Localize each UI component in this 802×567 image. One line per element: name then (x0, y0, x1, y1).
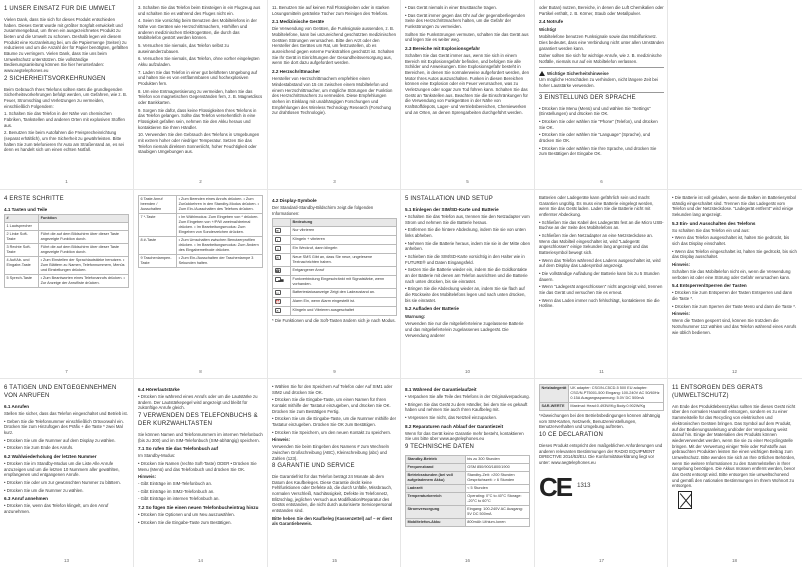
table-cell: GSM 850/900/1800/1900 (465, 464, 529, 472)
page-14 (134, 379, 267, 567)
list-item: • Wenn das Laden immer noch fehlschlägt, kontaktieren Sie die Hotline. (539, 297, 660, 309)
warning-icon (539, 71, 545, 76)
table-cell: bis zu 300 Stunden (465, 456, 529, 464)
specs-table (405, 455, 530, 527)
list-item: • Wählen Sie für den Speichern Auf Telefon oder Auf SIM1 oder SIM2 und drücken Sie OK. (272, 384, 393, 395)
table-header: Bedeutung (291, 219, 397, 227)
list-item: • Drücken Sie um die Eingabe-Taste, um die Nummer mithilfe der Tastatur einzugeben. Drücken Sie OK zum Bestätigen. (272, 416, 397, 428)
list-item: • Drücken Sie die Eingabe-Taste, um einen Namen für Ihren Kontakt mithilfe der Tastatur einzugeben, und drücken Sie OK. Drücken Sie zum Bestätigen Fertig. (272, 397, 391, 414)
page-1 (0, 0, 133, 189)
table-cell: Betriebsstunden (bei voll aufgeladenem Akku) (406, 472, 466, 485)
paragraph: Schalten Sie das Gerät immer aus, wenn Sie sich in einem Bereich mit Explosionsgefahr befinden, und befolgen Sie alle Schilder und Anweisungen. Eine Explosionsgefahr besteht in Bereichen, in denen Sie normalerweise aufgefordert werden, den Motor Ihres Autos auszuschalten. Funken in diesen Bereichen können eine Explosion oder ein Feuer verursachen, was zu Verletzungen oder sogar zum Tod führen kann. Schalten Sie das Gerät an Tankstellen aus. Beachten Sie die Einschränkungen für die Verwendung von Funkgeräten in der Nähe von Kraftstoffdepots, Lager- und Vertriebsbereichen, Chemiewerken und an Orten, an denen Sprengarbeiten durchgeführt werden. (405, 53, 529, 115)
list-item: • Drücken Sie Namen (rechte Soft-Taste) ODER • Drücken Sie Menu (Menü) und das Telefonbuch und drücken Sie OK. (138, 460, 257, 472)
list-item: • Drücken Sie oder wählen Sie "Language" (Sprache), und drücken Sie OK. (539, 132, 651, 143)
subsection-heading: 2.3 Bereiche mit Explosionsgefahr (405, 46, 481, 52)
table-cell: • Zum Einstellen der Sprachlautstärke benutzen. • Zum Blättern zu Namen, Telefonnummern, Menüs und Einstellungen drücken. (39, 256, 129, 274)
subsection-heading: 5.1 Einlegen der SIM/SD-Karte und Batterie (405, 206, 499, 212)
table-cell: 4 Auf/Ab- und Eingabe-Taste (5, 256, 39, 274)
table-cell: Ladezeit (406, 485, 466, 493)
page-number: 12 (731, 369, 737, 375)
table-cell: Funkverbindung Eingeschränkt mit Signalstärke, wenn vorhanden. (291, 276, 397, 289)
section-heading: 7 VERWENDEN DES TELEFONBUCHS & DER KURZWAHLTASTEN (138, 413, 258, 427)
page-11 (535, 190, 668, 379)
note-label: Hinweis: (672, 262, 691, 268)
note-label: Hinweis: (272, 437, 291, 443)
table-cell: Mobiltelefon-Akku (406, 519, 466, 527)
subsection-heading: 6.2 Wahlwiederholung der letzten Nummer (4, 453, 97, 459)
list-item: • Entfernen Sie die hintere Abdeckung, indem Sie sie von unten links abheben. (405, 227, 526, 238)
note-label: Hinweis: (138, 474, 157, 480)
list-item: • Vergessen Sie nicht, das Netzteil einzupacken. (405, 415, 498, 421)
table-cell: Führt die auf dem Bildschirm über dieser Taste angezeigte Funktion durch. (39, 243, 129, 256)
paragraph: Beim Gebrauch Ihres Telefons sollten stets die grundlegenden Sicherheitsvorkehrungen befolgt werden, um Gefahren, wie z. B. Feuer, Stromschlag und Verletzungen zu vermeiden, einschließlich Folgendem: (4, 86, 128, 109)
page-9 (268, 190, 401, 379)
list-item: • Drücken Sie oder wählen Sie Ihre Sprache, und drücken Sie zum Bestätigen der Eingabe OK. (539, 145, 657, 157)
notified-body-number: 1313 (577, 482, 591, 489)
note-label: Hinweis: (672, 311, 691, 317)
page-12 (668, 190, 801, 379)
page-number: 13 (63, 558, 69, 564)
paragraph: Stellen Sie sicher, dass das Telefon eingeschaltet und Betrieb ist. (4, 410, 128, 416)
warning-title: Wichtige Sicherheitshinweise (547, 70, 609, 76)
table-cell: Eingang: 100-240V AC Ausgang: 5V DC 500mA (465, 506, 529, 519)
table-cell: Frequenzband (406, 464, 466, 472)
paragraph: Bitte heben Sie den Kaufbeleg (Kassenzettel) auf – er dient als Garantiebeweis. (272, 515, 393, 527)
list-item: • Drücken Sie Speichern, um den neuen Kontakt zu speichern. (272, 429, 392, 435)
list-item: • Nehmen Sie die Batterie heraus, indem Sie sie in der Mitte oben anheben. (405, 240, 530, 252)
list-item: - Gibt Einträge im SIM2-Telefonbuch an. (138, 488, 215, 494)
list-item: • Drücken Sie Menu (Menü) und und wählen Sie "Settings" (Einstellungen) und drücken Sie OK. (539, 105, 651, 117)
page-number: 16 (464, 558, 470, 564)
subsection-heading: 6.3 Anruf annehmen (4, 496, 48, 502)
alarm-icon: ⏰ (275, 300, 280, 305)
ce-mark-icon: CE (539, 471, 572, 502)
list-item: • Bringen Sie das Gerät zu dem Händler, bei dem Sie es gekauft haben und nehmen Sie auch Ihren Kaufbeleg mit. (405, 401, 528, 413)
table-cell: Maximal: Head:0.493W/Kg Body:0.902W/Kg (568, 403, 663, 411)
battery-icon: ▭ (275, 291, 280, 296)
page-2 (134, 0, 267, 189)
paragraph: oder Butan) nutzen, Bereiche, in denen die Luft Chemikalien oder Partikel enthält, z. B. Körner, Staub oder Metallpulver. (539, 5, 664, 16)
page-number: 11 (599, 369, 604, 375)
page-18 (668, 379, 801, 567)
page-10 (401, 190, 534, 379)
list-item: - Gibt Einträge im internen Telefonbuch an. (138, 496, 220, 502)
table-cell: Netzladegerät (540, 385, 569, 403)
ring-vibrate-icon: ♪ (275, 237, 281, 242)
table-cell: Klingeln + vibrieren (291, 236, 397, 245)
subsection-heading: 5.3 Ein- und Ausschalten des Telefons (672, 220, 756, 226)
list-item: • Das Gerät immer gegen das Ohr auf der gegenüberliegenden Seite des Herzschrittmachers halten, um die Gefahr der Funkstörungen zu vermeiden. (405, 12, 525, 30)
paragraph: Am Ende des Produktlebenszyklus sollten Sie dieses Gerät nicht über den normalen Hausmüll entsorgen, sondern es zu einer Sammelstelle für das Recycling von elektrischen und elektronischen Geräten bringen. Das Symbol auf dem Produkt, auf der Bedienungsanleitung und/oder der Verpackung weist darauf hin. Einige der Materialien des Produkts können wiederverwendet werden, wenn Sie sie zu einer Recyclingstelle bringen. Mit der Verwertung einiger Teile oder Rohstoffe aus gebrauchten Produkten leisten Sie einen wichtigen Beitrag zum Umweltschutz. Bitte wenden Sie sich an Ihre örtlichen Behörden, wenn Sie weitere Informationen zu den Sammelstellen in Ihrer Umgebung benötigen. Die Akkus müssen entfernt werden, bevor das Gerät entsorgt wird. Bitte entsorgen Sie umweltschonend und gemäß den nationalen Bestimmungen im Ihrem Wohnort zu entsorgen. (672, 403, 796, 489)
page-number: 6 (600, 179, 603, 185)
signal-icon: ▁▃▅ (275, 278, 284, 283)
paragraph: Die Verwendung von Geräten, die Funksignale aussenden, z. B. Mobiltelefone, kann bei unzureichend geschützten medizinischen Geräten Störungen verursachen. Bitte den Arzt oder den Hersteller des Gerätes um Rat, um festzustellen, ob es ausreichend gegen externe Funkstrahlen geschützt ist. Schalten Sie Ihr Gerät in Einrichtungen der Gesundheitsversorgung aus, wenn Sie dort dazu aufgefordert werden. (272, 26, 396, 66)
footnote: * Die Funktionen und die Soft-Tasten ändern sich je nach Modus. (272, 318, 396, 324)
list-item: • Schieben Sie die SIM/SD-Karte vorsichtig in den Halter wie in FUTURE® und Daten Eingangsfeld. (405, 254, 525, 265)
paragraph: Wenn für das Gerät keine Garantie mehr besteht, kontaktieren Sie uns bitte über www.aegtelephones.eu (405, 430, 524, 442)
table-cell: 6 Taste Anruf beenden / Ausschalten (139, 196, 177, 214)
icons-table (272, 218, 397, 316)
list-item: • Die Batterie ist voll geladen, wenn die Balken im Batteriesymbol ständig eingeschaltet sind. Trennen Sie das Ladegerät vom Telefon und der Netzsteckdose. "Ladegerät entfernt" wird einige Sekunden lang angezeigt. (672, 195, 797, 218)
list-item: 3. Schalten Sie das Telefon beim Einsteigen in ein Flugzeug aus und schalten Sie es während des Fluges nicht ein. (138, 5, 261, 16)
list-item: • Wenn das Telefon während des Ladens ausgeschaltet ist, wird auf dem Display das Ladesymbol angezeigt. (539, 257, 661, 269)
paragraph: Schalten Sie das Mobiltelefon nicht ein, wenn die Verwendung verboten ist oder eine Störung oder Gefahr verursachen kann. (672, 268, 791, 280)
page-number: 5 (466, 179, 469, 185)
list-item: • Drücken Sie oder um zur gewünschten Nummer zu blättern. (4, 479, 121, 485)
table-cell: Neue SMS Gibt an, dass Sie neue, ungelesene Textnachrichten haben. (291, 254, 397, 267)
paragraph: Verwenden Sie beim Eingeben des Namens # zum Wechseln zwischen Großschreibung (ABC), Kleinschreibung (abc) und Zahlen (123). (272, 444, 389, 461)
section-heading: 6 TÄTIGEN UND ENTGEGENNEHMEN VON ANRUFEN (4, 385, 117, 399)
page-3b (401, 0, 534, 189)
page-8 (134, 190, 267, 379)
warning-text: Um mögliche Hörschäden zu verhindern, nicht längere Zeit bei hoher Lautstärke verwenden. (539, 77, 658, 89)
warning-box (539, 67, 664, 93)
table-header: Funktion (39, 214, 129, 222)
list-item: • Schließen Sie den Netzadapter an eine Netzsteckdose an. Wenn das Mobilteil eingeschaltet ist, wird "Ladegerät angeschlossen" einige Sekunden lang angezeigt und das Batteriesymbol bewegt sich. (539, 233, 654, 256)
table-cell: • Im Wählmodus: Zum Eingeben von * drücken. Zum Eingeben von +/P/W zweimal/dreimal drücken. • Im Bearbeitungsmodus: Zum Eingeben von Sonderzeichen drücken. (177, 214, 263, 237)
page-number: 17 (598, 558, 604, 564)
page-number: 2 (199, 179, 202, 185)
section-heading: 4 ERSTE SCHRITTE (4, 196, 64, 202)
page-3 (268, 0, 401, 189)
table-cell: 7 *-Taste (139, 214, 177, 237)
table-cell: Standby-Zeit: >200 Stunden Gesprächszeit: > 6 Stunden (465, 472, 529, 485)
table-cell: 8 #-Taste (139, 237, 177, 255)
page-number: 18 (731, 558, 737, 564)
footnote: *Abweichungen bei den Betriebsbedingungen können abhängig vom SIM-Karten, Netzwerk, Benutzereinstellungen, Benutzerverhalten und Umgebung auftreten. (539, 413, 661, 430)
page-number: 7 (65, 369, 68, 375)
section-heading: 3 EINSTELLUNG DER SPRACHE (539, 94, 636, 101)
list-item: • Drücken Sie, wenn das Telefon klingelt, um den Anruf anzunehmen. (4, 503, 109, 515)
list-item: 8. Um eine Entmagnetisierung zu vermeiden, halten Sie das Telefon von magnetischen Gegenständen fern, z. B. Magnetdiscs oder Bankkarten. (138, 88, 263, 106)
warning-label: Warnung: (405, 314, 426, 320)
page-17 (535, 379, 668, 567)
table-cell: SAR-WERTE (540, 403, 569, 411)
list-item: • Drücken Sie um die Nummer zu wählen. (4, 487, 84, 493)
subsection-heading: 2.1 Medizinische Geräte (272, 19, 325, 25)
subsection-heading: 7.1 So rufen Sie das Telefonbuch auf (138, 446, 219, 452)
section-heading: 11 ENTSORGEN DES GERÄTS (UMWELTSCHUTZ) (672, 385, 763, 399)
list-item: • Schließen Sie das Kabel des Ladegeräts fest an die Micro USB-Buchse an der Seite des Mobiltelefons an. (539, 219, 664, 231)
table-cell: Alarm Ein, wenn Alarm eingestellt ist. (291, 298, 397, 307)
subsection-heading: 2.4 Notrufe (539, 19, 563, 25)
list-item: • Verpacken Sie alle Teile des Telefons in der Originalverpackung. (405, 394, 530, 400)
specs-table (539, 384, 664, 411)
alarm-ring-icon: ♫ (276, 247, 279, 252)
table-cell: 2 Linke Soft-Taste (5, 230, 39, 243)
subsection-heading: 6.4 Hörerlautstärke (138, 387, 180, 392)
table-cell: • Zum Umschalten zwischen Benutzerprofilen drücken. • Im Bearbeitungsmodus: Zum Ändern des Eingabemethode drücken. (177, 237, 263, 255)
list-item: • Geben Sie die Telefonnummer einschließlich Ortsvorwahl ein. Drücken Sie zum Hinzufügen des Präfix + die Taste * zwei Mal kurz. (4, 418, 124, 435)
list-item: 6. Versuchen Sie niemals, das Telefon, ohne vorher eingelegten Akku aufzuladen. (138, 56, 260, 68)
section-heading: 5 INSTALLATION UND SETUP (405, 196, 493, 202)
list-item: • Drücken Sie zum Entsperren der Tasten Entsperren und dann die Taste *. (672, 290, 793, 301)
paragraph: Dieses Produkt entspricht den maßgeblichen Anforderungen und anderen relevanten Bestimmungen der RADIO EQUIPMENT DIRECTIVE 2014/53/EU. Die Konformitätserklärung liegt vor unter: www.aegtelephones.eu (539, 442, 663, 465)
table-header (273, 219, 291, 227)
list-item: • Drücken Sie oder wählen Sie "Phone" (Telefon), und drücken Sie OK. (539, 118, 658, 130)
important-label: Wichtig! (539, 27, 557, 33)
page-number: 15 (331, 558, 337, 564)
list-item: • Das Gerät niemals in einer Brusttasche tragen. (405, 5, 498, 10)
subsection-heading: 2.2 Herzschrittmacher (272, 69, 321, 75)
table-cell: • Zum Ein-/Ausschalten der Taschenlampe 3 Sekunden halten. (177, 255, 263, 268)
paragraph: Sollten Sie Funkstörungen vermuten, schalten Sie das Gerät aus und legen Sie es weiter weg. (405, 31, 529, 43)
list-item: • Drücken Sie die Eingabe-Taste zum Bestätigen. (138, 519, 232, 525)
table-cell: Standby-Betrieb (406, 456, 466, 464)
silent-icon: ✕ (276, 309, 279, 314)
page-number: 3 (333, 179, 336, 185)
list-item: • Drücken Sie Optionen und um Neu auszuwählen. (138, 512, 235, 518)
keys-table (4, 214, 129, 288)
subsection-heading: 8.1 Während der Garantielaufzeit (405, 387, 477, 392)
section-heading: 1 UNSER EINSATZ FÜR DIE UMWELT (4, 6, 116, 12)
keys-table (138, 195, 263, 268)
vibrate-icon: ≋ (276, 229, 279, 234)
page-15 (268, 379, 401, 567)
list-item: • Wenn "Ladegerät angeschlossen" nicht angezeigt wird, trennen Sie das Gerät und versuchen Sie es erneut. (539, 284, 663, 296)
list-item: 2. Benutzen Sie beim Autofahren die Freisprecheinrichtung (separat erhältlich), um Ihre Sicherheit zu gewährleisten. Bitte halten Sie zum telefonieren Ihr Auto am Straßenrand an, es sei denn es handelt sich um einen echten Notfall. (4, 130, 124, 153)
list-item: 10. Verwenden Sie den Gebrauch des Telefons in Umgebungen mit extrem hoher oder niedriger Temperatur. Setzen Sie das Telefon niemals direktem Sonnenlicht, hoher Feuchtigkeit oder staubigen Umgebungen aus. (138, 132, 260, 155)
paragraph: Sie können Namen und Telefonnummern im internen Telefonbuch (bis zu 300) und im SIM-Telefonbuch (SIM-abhängig) speichern. (138, 431, 263, 443)
paragraph: So schalten Sie das Telefon ein und aus: (672, 227, 750, 233)
list-item: • Schalten Sie das Telefon aus, trennen Sie den Netzadapter vom Strom und nehmen Sie die Batterie heraus. (405, 213, 530, 225)
list-item: • Bringen Sie die Abdeckung wieder an, indem Sie sie flach auf die Rückseite des Mobiltelefons legen und nach unten drücken, bis sie einrastet. (405, 286, 526, 303)
paragraph: • Drücken Sie während eines Anrufs oder um die Lautstärke zu ändern. Der Lautstärkepegel wird angezeigt und bleibt für zukünftige Anrufe gleich. (138, 394, 258, 411)
page-13 (0, 379, 133, 567)
table-cell: Nur vibrieren (291, 227, 397, 236)
subsection-heading: 5.2 Aufladen der Batterie (405, 306, 459, 312)
list-item: • Drücken Sie zum Sperren der Taste Menü und dann die Taste *. (672, 303, 797, 309)
section-heading: 2 SICHERHEITSVORKEHRUNGEN (4, 75, 106, 82)
list-item: 4. Seien Sie vorsichtig beim Benutzen des Mobiltelefons in der Nähe von Geräten wie Herzschrittmachern, Hörhilfen und anderen medizinischen Elektrogeräten, die durch das Mobiltelefon gestört werden können. (138, 18, 257, 41)
list-item: • Wenn das Telefon ausgeschaltet ist, halten Sie gedrückt, bis sich das Display einschaltet. (672, 235, 790, 247)
paragraph: Die Garantiefrist für das Telefon beträgt 24 Monate ab dem Datum des Kaufbeleges. Diese Garantie deckt keine Fehlfunktionen oder Defekte ab, die durch Unfälle, Missbrauch, normalen Verschleiß, Nachlässigkeit, Defekte im Telefonnetz, Blitzschlag, jeglichen Versuch aus Modifikation/Reparatur des Geräts entstanden, die nicht durch autorisierte Servicepersonal entstanden sind. (272, 474, 393, 514)
subsection-heading: 4.1 Tasten und Teile (4, 206, 48, 212)
table-cell: • Zum Beenden eines Anrufs drücken. • Zum Zurückkehren in den Standby-Modus drücken. • Zum Ein-/Ausschalten des Telefons drücken. (177, 196, 263, 214)
list-item: • Drücken Sie im Standby-Modus um die Liste Alle Anrufe anzuzeigen und um die letzten 10 Nummern aller gewählten, empfangenen und entgangenen Anrufe. (4, 460, 120, 478)
section-heading: 10 CE DECLARATION (539, 432, 603, 439)
list-item: • Wenn das Telefon eingeschaltet ist, halten Sie gedrückt, bis sich das Display ausschaltet. (672, 248, 797, 260)
list-item: • Drücken Sie um die Nummer auf dem Display zu wählen. (4, 437, 116, 443)
list-item: 7. Laden Sie das Telefon in einer gut belüfteten Umgebung auf und halten Sie es von entflammbaren und hochexplosiven Produkten fern. (138, 69, 258, 87)
list-item: • Drücken Sie zum Ende des Anrufs. (4, 445, 74, 451)
crossed-bin-icon (678, 491, 692, 509)
subsection-heading: 8.2 Reparaturen nach Ablauf der Garantiezeit (405, 423, 504, 429)
paragraph: Vielen Dank, dass Sie sich für dieses Produkt entschieden haben. Dieses Gerät wurde mit größter Sorgfalt entwickelt und zusammengebaut, um Ihnen ein ausgezeichnetes Produkt zu bieten und die Umwelt zu schonen. Deshalb legen wir diesem Produkt eine Kurzanleitung bei, um die Papiermenge (Seiten) zu reduzieren und um die Anzahl der für Papier benötigten, gefällten Bäume zu verringern. Vielen Dank, dass Sie uns beim Umweltschutz unterstützen. Die vollständige Bedienungsanleitung können Sie hier herunterladen: www.aegtelephones.eu (4, 16, 128, 73)
list-item: - Gibt Einträge im SIM-Telefonbuch an. (138, 481, 213, 487)
table-cell: Operating: 0°C to 40°C Storage: -20°C to 60°C (465, 493, 529, 506)
sms-icon: ✉ (276, 256, 279, 261)
table-cell: Temperaturbereich (406, 493, 466, 506)
page-number: 14 (197, 558, 203, 564)
paragraph: Mobiltelefone benutzen Funksignale sowie das Mobilfunknetz. Dies bedeutet, dass eine Verbindung nicht unter allen Umständen garantiert werden kann. (539, 34, 664, 51)
paragraph: Im Standby-Modus: (138, 453, 176, 459)
paragraph: Verwenden Sie nur die mitgelieferte/eine zugelassene Batterie und das mitgelieferte/ein zugelassenes Ladegerät. Die Verwendung anderer (405, 321, 524, 338)
page-number: 10 (464, 369, 470, 375)
table-cell: • Zum Beantworten eines Telefonanrufs drücken. • Zur Anzeige der Anrufliste drücken. (39, 274, 129, 287)
table-cell: Batteriestatusanzeige Zeigt den Ladezustand an. (291, 289, 397, 298)
table-cell: Klingeln und Vibrieren ausgeschaltet (291, 307, 397, 316)
page-16 (401, 379, 534, 567)
table-header: # (5, 214, 39, 222)
table-cell: UK adapter: CSG/N-C5CD-5 500 EU adapter: CSG/N-PT5001-500 Eingang: 100-240V AC 50/60Hz 0.15A Ausgangsspannung: 5.0V DC 500mA (568, 385, 663, 403)
paragraph: Batterien oder Ladegeräte kann gefährlich sein und macht Garantien ungültig. Es muss eine Batterie eingelegt werden, wenn Sie das Gerät laden. Laden Sie die Batterie nicht mit entfernter Abdeckung. (539, 195, 654, 218)
table-cell: Stromversorgung (406, 506, 466, 519)
table-cell (39, 222, 129, 230)
list-item: • Die vollständige Aufladung der Batterie kann bis zu 5 Stunden dauern. (539, 271, 660, 282)
table-cell: 5 Sprech-Taste (5, 274, 39, 287)
section-heading: 9 TECHNISCHE DATEN (405, 444, 475, 451)
section-heading: 8 GARANTIE UND SERVICE (272, 463, 355, 470)
table-cell: 1 Lautsprecher (5, 222, 39, 230)
paragraph: Daher sollten Sie sich für wichtige Anrufe, wie z. B. medizinische Notfälle, niemals nur auf ein Mobiltelefon verlassen. (539, 53, 662, 64)
table-cell: < 5 Stunden (465, 485, 529, 493)
table-cell: Führt die auf dem Bildschirm über dieser Taste angezeigte Funktion durch. (39, 230, 129, 243)
page-number: 1 (65, 179, 68, 185)
table-cell: Entgangener Anruf (291, 267, 397, 276)
paragraph: Hersteller von Herzschrittmachern empfehlen einen Mindestabstand von 15 cm zwischen einem Mobiltelefon und einem Herzschrittmacher, um mögliche Störungen der Funktion des Herzschrittmachers zu vermeiden. Diese Empfehlungen stehen im Einklang mit unabhängigen Forschungen und Empfehlungen des Wireless Technology Research (Forschung zur drahtlosen Technologie). (272, 76, 393, 116)
table-cell: 9 Taschenlampen-Taste (139, 255, 177, 268)
subsection-heading: 6.1 Anrufen (4, 403, 30, 409)
page-number: 8 (199, 369, 202, 375)
page-4 (535, 0, 668, 189)
table-cell: Ein Weckruf, dann klingeln (291, 245, 397, 254)
missed-call-icon: ☎ (275, 269, 280, 274)
paragraph: Der Standard-Standby-Bildschirm zeigt die folgenden Informationen: (272, 205, 374, 216)
paragraph: 11. Benutzen Sie auf keinen Fall Flüssigkeiten oder in starken Lösungsmitteln getränkte Tücher zum Reinigen des Telefons. (272, 5, 390, 16)
page-blank (668, 0, 801, 189)
list-item: 1. Schalten Sie das Telefon in der Nähe von chemischen Fabriken, Tankstellen und anderen Orten mit explosiven Stoffen aus. (4, 111, 125, 128)
subsection-heading: 5.4 Entsperren/Sperren der Tasten (672, 283, 747, 289)
list-item: 5. Versuchen Sie niemals, das Telefon selbst zu auseinanderzubauen. (138, 43, 229, 54)
list-item: 9. Sorgen Sie dafür, dass keine Flüssigkeiten Ihres Telefons in das Telefon gelangen. Sollte das Telefon versehentlich in eine Flüssigkeit gefallen sein, nehmen Sie den Akku heraus und kontaktieren Sie Ihren Händler. (138, 107, 257, 130)
subsection-heading: 7.2 So fügen Sie einen neuen Telefonbucheintrag hinzu (138, 505, 259, 511)
subsection-heading: 4.2 Display-Symbole (272, 198, 317, 203)
paragraph: Wenn die Tasten gesperrt sind, können Sie trotzdem die Notrufnummer 112 wählen und das Telefon während eines Anrufs wie üblich bedienen. (672, 318, 797, 335)
page-number: 9 (333, 369, 336, 375)
list-item: • Setzen Sie die Batterie wieder ein, indem Sie die Goldkontakte an der Batterie mit denen am Telefon ausrichten und die Batterie nach unten drücken, bis sie einrastet. (405, 267, 528, 284)
table-cell: 800mAh Lithium-Ionen (465, 519, 529, 527)
table-cell: 3 Rechte Soft-Taste (5, 243, 39, 256)
page-7 (0, 190, 133, 379)
